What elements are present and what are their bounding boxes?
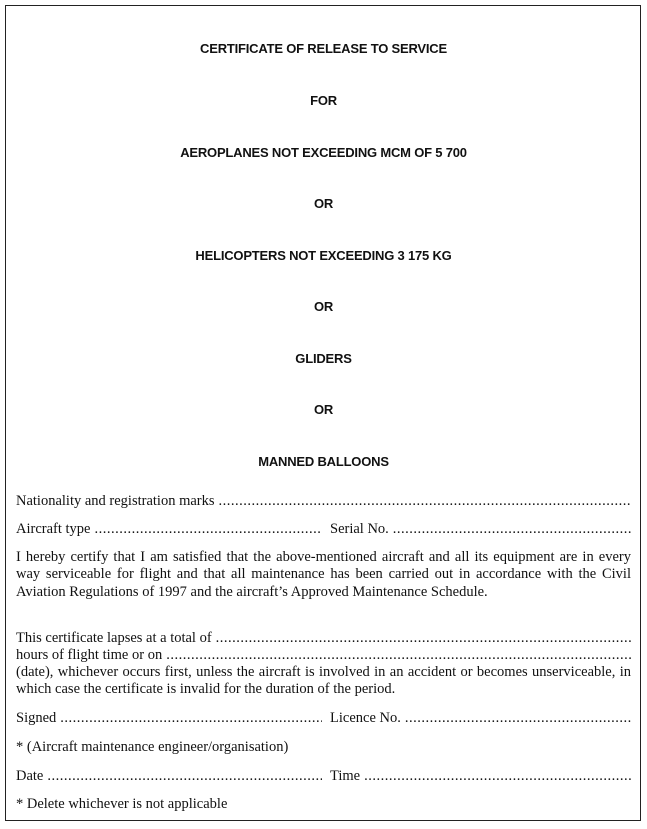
nationality-field[interactable] [219, 493, 631, 510]
lapse-total-label: This certificate lapses at a total of [16, 630, 212, 646]
aircraft-type-label: Aircraft type [16, 521, 91, 537]
heading-helicopters: HELICOPTERS NOT EXCEEDING 3 175 KG [195, 248, 452, 263]
date-group [16, 768, 322, 785]
certification-statement: I hereby certify that I am satisfied that the above-mentioned aircraft and all its equipment are in every way serviceable for flight and that all maintenance has been carried out in accordance with the Civil Aviation Regulations of 1997 and the aircraft’s Approved Maintenance Schedule. [16, 549, 631, 600]
engineer-note [16, 739, 631, 756]
heading-aeroplanes: AEROPLANES NOT EXCEEDING MCM OF 5 700 [180, 145, 467, 160]
date-time-row [16, 768, 631, 785]
time-field[interactable] [364, 768, 631, 785]
signed-row [16, 710, 631, 727]
nationality-row [16, 493, 631, 510]
licence-label: Licence No. [330, 710, 401, 726]
heading-balloons: MANNED BALLOONS [258, 454, 389, 469]
signed-field[interactable] [60, 710, 322, 727]
aircraft-type-field[interactable] [94, 521, 322, 538]
aircraft-type-row [16, 521, 631, 538]
date-field[interactable] [47, 768, 322, 785]
date-label: Date [16, 768, 44, 784]
heading-or-1: OR [313, 196, 334, 211]
serial-group [330, 521, 631, 538]
serial-label: Serial No. [330, 521, 389, 537]
signed-group [16, 710, 322, 727]
lapse-row-2 [16, 647, 631, 664]
nationality-label: Nationality and registration marks [16, 493, 215, 509]
lapse-row-1 [16, 630, 631, 647]
serial-field[interactable] [393, 521, 631, 538]
lapse-hours-label: hours of flight time or on [16, 647, 163, 663]
heading-for: FOR [310, 93, 337, 108]
signed-label: Signed [16, 710, 57, 726]
licence-group [330, 710, 631, 727]
time-label: Time [330, 768, 361, 784]
engineer-note-text: * (Aircraft maintenance engineer/organisation) [16, 739, 289, 755]
heading-or-2: OR [313, 299, 334, 314]
licence-field[interactable] [405, 710, 631, 727]
lapse-conditions: (date), whichever occurs first, unless the aircraft is involved in an accident or becomes unserviceable, in which case the certificate is invalid for the duration of the period. [16, 664, 631, 698]
heading-gliders: GLIDERS [295, 351, 352, 366]
lapse-total-field[interactable] [216, 630, 631, 647]
footnote-text: * Delete whichever is not applicable [16, 796, 228, 812]
aircraft-type-group [16, 521, 322, 538]
footnote [16, 796, 631, 813]
lapse-date-field[interactable] [166, 647, 631, 664]
time-group [330, 768, 631, 785]
heading-or-3: OR [313, 402, 334, 417]
certificate-title: CERTIFICATE OF RELEASE TO SERVICE [200, 41, 447, 56]
